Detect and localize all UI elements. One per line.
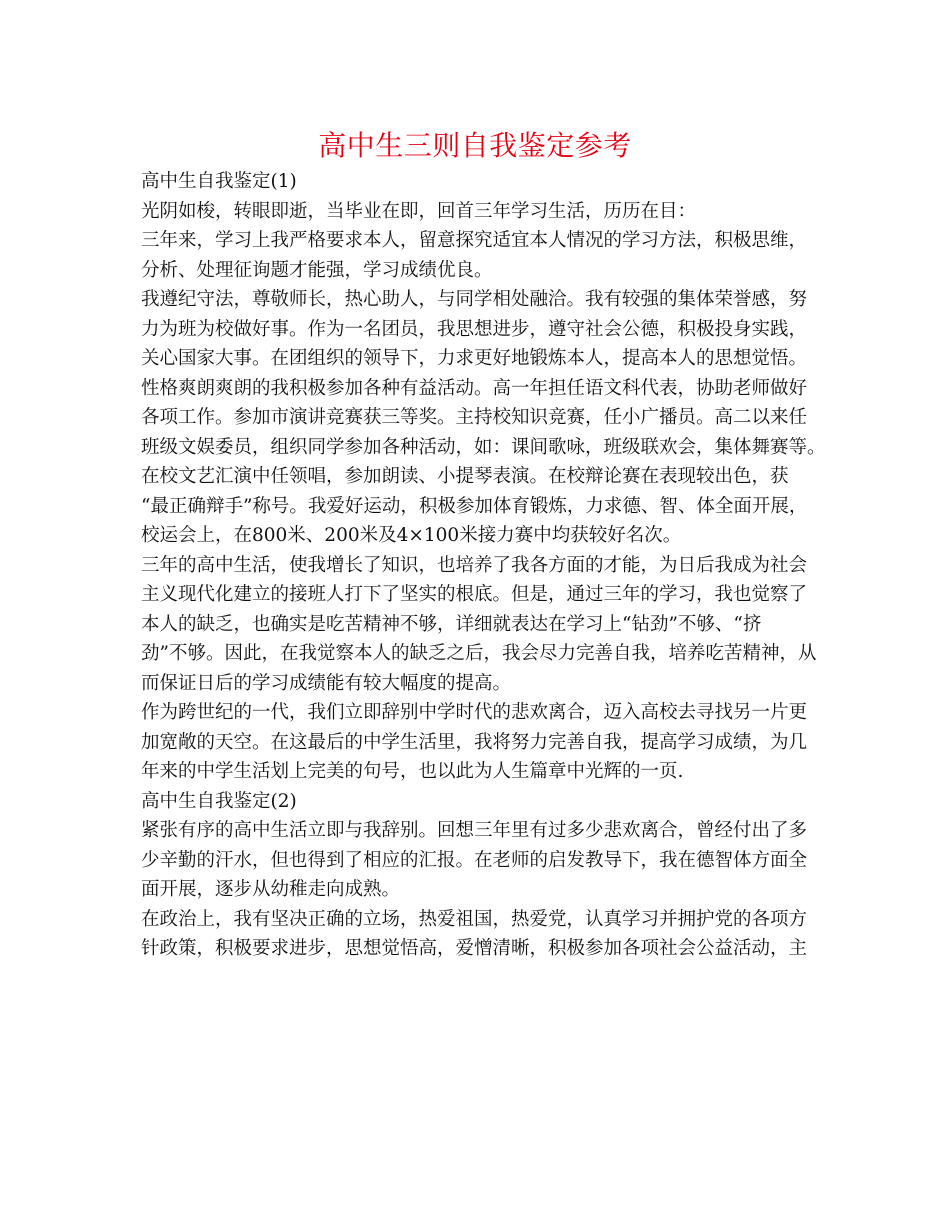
body-text-line: 加宽敞的天空。在这最后的中学生活里，我将努力完善自我，提高学习成绩，为几	[141, 731, 808, 753]
body-text-line: 作为跨世纪的一代，我们立即辞别中学时代的悲欢离合，迈入高校去寻找另一片更	[141, 702, 808, 723]
body-text-line: 三年来，学习上我严格要求本人，留意探究适宜本人情况的学习方法，积极思维，	[141, 230, 808, 251]
body-text-line: 少辛勤的汗水，但也得到了相应的汇报。在老师的启发教导下，我在德智体方面全	[141, 849, 808, 871]
body-text-line: “最正确辩手”称号。我爱好运动，积极参加体育锻炼，力求德、智、体全面开展，	[141, 495, 808, 517]
body-text-line: 各项工作。参加市演讲竞赛获三等奖。主持校知识竞赛，任小广播员。高二以来任	[141, 407, 808, 428]
body-text-line: 主义现代化建立的接班人打下了坚实的根底。但是，通过三年的学习，我也觉察了	[141, 584, 808, 605]
document-body	[141, 167, 826, 964]
document-title: 高中生三则自我鉴定参考	[318, 129, 632, 162]
body-text-line: 关心国家大事。在团组织的领导下，力求更好地锻炼本人，提高本人的思想觉悟。	[141, 348, 808, 369]
body-text-line: 针政策，积极要求进步，思想觉悟高，爱憎清晰，积极参加各项社会公益活动，主	[141, 938, 808, 959]
body-text-line: 分析、处理征询题才能强，学习成绩优良。	[141, 259, 493, 281]
body-text-line: 本人的缺乏，也确实是吃苦精神不够，详细就表达在学习上“钻劲”不够、“挤	[141, 613, 762, 635]
body-text-line: 我遵纪守法，尊敬师长，热心助人，与同学相处融洽。我有较强的集体荣誉感，努	[141, 289, 808, 310]
body-text-line: 三年的高中生活，使我增长了知识，也培养了我各方面的才能，为日后我成为社会	[141, 554, 808, 576]
body-text-line: 而保证日后的学习成绩能有较大幅度的提高。	[141, 672, 512, 694]
section-heading: 高中生自我鉴定(2)	[141, 790, 297, 812]
body-text-line: 劲”不够。因此，在我觉察本人的缺乏之后，我会尽力完善自我，培养吃苦精神，从	[141, 643, 817, 664]
body-text-line: 校运会上，在800米、200米及4×100米接力赛中均获较好名次。	[141, 525, 682, 546]
body-text-line: 在政治上，我有坚决正确的立场，热爱祖国，热爱党，认真学习并拥护党的各项方	[141, 908, 808, 930]
body-text-line: 性格爽朗爽朗的我积极参加各种有益活动。高一年担任语文科代表，协助老师做好	[141, 377, 808, 399]
section-heading: 高中生自我鉴定(1)	[141, 171, 297, 192]
body-text-line: 光阴如梭，转眼即逝，当毕业在即，回首三年学习生活，历历在目：	[141, 200, 697, 222]
body-text-line: 面开展，逐步从幼稚走向成熟。	[141, 879, 401, 900]
body-text-line: 力为班为校做好事。作为一名团员，我思想进步，遵守社会公德，积极投身实践，	[141, 318, 808, 340]
body-text-line: 紧张有序的高中生活立即与我辞别。回想三年里有过多少悲欢离合，曾经付出了多	[141, 820, 808, 841]
body-text-line: 年来的中学生活划上完美的句号，也以此为人生篇章中光辉的一页.	[141, 761, 684, 782]
body-text-line: 班级文娱委员，组织同学参加各种活动，如：课间歌咏，班级联欢会，集体舞赛等。	[141, 436, 826, 458]
body-text-line: 在校文艺汇演中任领唱，参加朗读、小提琴表演。在校辩论赛在表现较出色，获	[141, 466, 789, 487]
